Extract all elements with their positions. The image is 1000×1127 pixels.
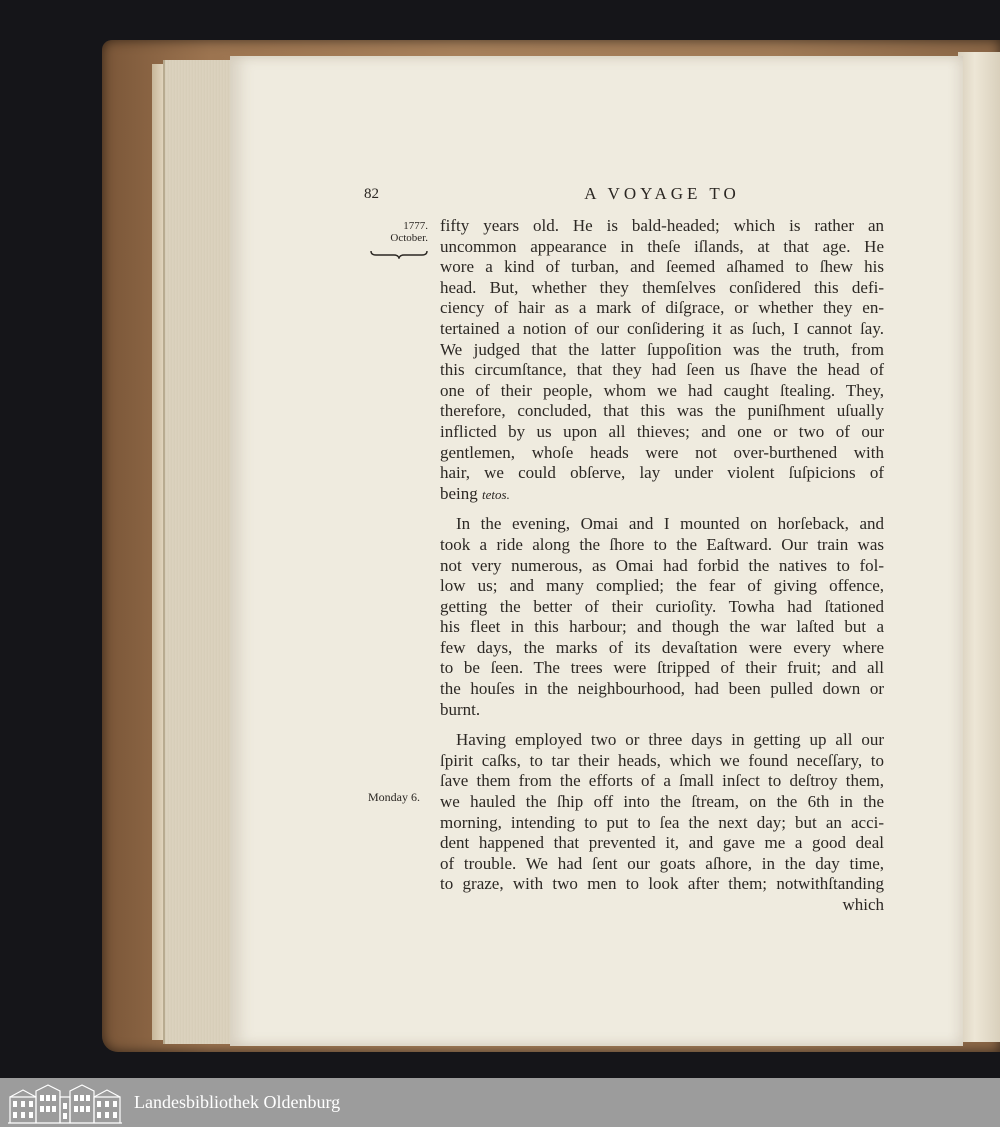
text-line-content: head. But, whether they themſelves conſidered this defi- xyxy=(440,277,884,297)
text-line xyxy=(440,319,884,340)
running-head: A VOYAGE TO xyxy=(584,184,740,203)
text-line xyxy=(440,679,884,700)
text-line xyxy=(440,576,884,597)
text-line xyxy=(440,381,884,402)
text-line xyxy=(440,771,884,792)
text-line-content: gentlemen, whoſe heads were not over-burthened with xyxy=(440,442,884,462)
text-line-content: being xyxy=(440,483,478,503)
text-line-content: low us; and many complied; the fear of giving offence, xyxy=(440,576,884,596)
text-line xyxy=(440,422,884,443)
text-line xyxy=(440,854,884,875)
text-line xyxy=(440,216,884,237)
text-line xyxy=(440,535,884,556)
library-footer xyxy=(0,1078,1000,1127)
text-line xyxy=(440,617,884,638)
body-text xyxy=(440,216,884,916)
italic-word: tetos. xyxy=(482,486,510,502)
right-page-stack xyxy=(958,52,1000,1042)
text-line-content: this circumſtance, that they had ſeen us ſhave the head of xyxy=(440,360,884,380)
page-edges xyxy=(163,60,235,1044)
text-line xyxy=(440,597,884,618)
text-line-content: morning, intending to put to ſea the next day; but an acci- xyxy=(440,812,884,832)
text-line-content: burnt. xyxy=(440,699,481,719)
text-line-content: ſave them from the efforts of a ſmall inſect to deſtroy them, xyxy=(440,771,884,791)
text-line xyxy=(440,638,884,659)
text-line xyxy=(440,895,884,916)
text-line-content: fifty years old. He is bald-headed; which is rather an xyxy=(440,216,884,235)
text-line xyxy=(440,463,884,484)
text-line-content: took a ride along the ſhore to the Eaſtward. Our train was xyxy=(440,534,884,554)
text-line xyxy=(440,751,884,772)
text-line xyxy=(440,833,884,854)
text-line xyxy=(440,401,884,422)
text-line xyxy=(440,514,884,535)
text-line-content: his fleet in this harbour; and though the war laſted but a xyxy=(440,617,884,637)
text-line-content: which xyxy=(842,895,884,914)
text-line-content: the houſes in the neighbourhood, had been pulled down or xyxy=(440,679,884,699)
text-line-content: we hauled the ſhip off into the ſtream, on the 6th in the xyxy=(440,792,884,812)
text-line xyxy=(440,813,884,834)
paragraph-gap xyxy=(440,720,884,730)
text-line-content: We judged that the latter ſuppoſition was the truth, from xyxy=(440,339,884,359)
text-line-content: uncommon appearance in theſe iſlands, at that age. He xyxy=(440,236,884,256)
text-line xyxy=(440,556,884,577)
margin-date xyxy=(364,220,428,244)
text-line-content: to graze, with two men to look after them; notwithſtanding xyxy=(440,874,884,894)
text-line-content: ciency of hair as a mark of diſgrace, or whether they en- xyxy=(440,298,884,318)
text-line-content: Having employed two or three days in getting up all our xyxy=(456,730,884,750)
text-line-content: therefore, concluded, that this was the puniſhment uſually xyxy=(440,401,884,421)
library-name: Landesbibliothek Oldenburg xyxy=(134,1092,341,1112)
margin-brace-icon xyxy=(370,249,428,259)
text-line-content: not very numerous, as Omai had forbid the natives to fol- xyxy=(440,555,884,575)
text-line xyxy=(440,443,884,464)
text-line xyxy=(440,658,884,679)
text-line-content: In the evening, Omai and I mounted on horſeback, and xyxy=(456,514,884,534)
text-line xyxy=(440,360,884,381)
paragraph-gap xyxy=(440,504,884,514)
margin-year: 1777. xyxy=(403,220,428,232)
text-line-content: hair, we could obſerve, lay under violent ſuſpicions of xyxy=(440,463,884,483)
text-line-content: dent happened that prevented it, and gave me a good deal xyxy=(440,833,884,853)
text-line-content: wore a kind of turban, and ſeemed aſhamed to ſhew his xyxy=(440,257,884,277)
text-line xyxy=(440,237,884,258)
text-line xyxy=(440,484,884,505)
text-line xyxy=(440,257,884,278)
text-line-content: one of their people, whom we had caught ſtealing. They, xyxy=(440,380,884,400)
text-line-content: ſpirit caſks, to tar their heads, which we found neceſſary, to xyxy=(440,750,884,770)
margin-month: October. xyxy=(390,232,428,244)
page-number: 82 xyxy=(364,186,379,202)
text-line-content: inflicted by us upon all thieves; and one or two of our xyxy=(440,421,884,441)
margin-day: Monday 6. xyxy=(368,790,420,804)
text-line xyxy=(440,730,884,751)
text-line-content: tertained a notion of our conſidering it as ſuch, I cannot ſay. xyxy=(440,318,884,338)
library-building-icon xyxy=(6,1081,124,1125)
text-line-content: to be ſeen. The trees were ſtripped of their fruit; and all xyxy=(440,658,884,678)
text-line xyxy=(440,700,884,721)
text-line xyxy=(440,340,884,361)
text-line xyxy=(440,792,884,813)
text-line-content: few days, the marks of its devaſtation were every where xyxy=(440,637,884,657)
text-line-content: getting the better of their curioſity. Towha had ſtationed xyxy=(440,596,884,616)
text-line-content: of trouble. We had ſent our goats aſhore, in the day time, xyxy=(440,853,884,873)
text-line xyxy=(440,874,884,895)
text-line xyxy=(440,298,884,319)
text-line xyxy=(440,278,884,299)
